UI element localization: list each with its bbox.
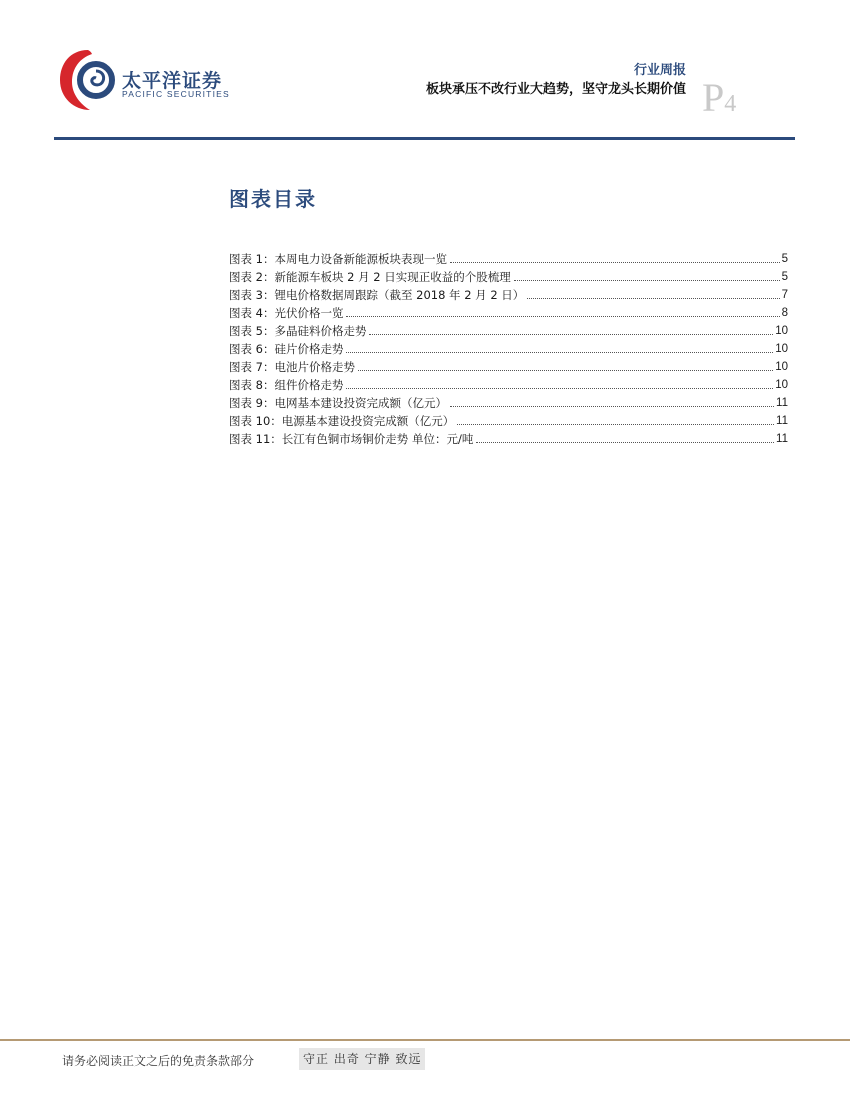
footer-motto: 守正 出奇 宁静 致远 xyxy=(299,1048,425,1070)
toc-leader-dots xyxy=(450,262,780,263)
toc-leader-dots xyxy=(346,388,773,389)
toc-item-label: 图表 11：长江有色铜市场铜价走势 单位：元/吨 xyxy=(229,432,474,446)
logo-english-name: PACIFIC SECURITIES xyxy=(122,89,230,99)
toc-item-page: 11 xyxy=(776,415,788,427)
toc-item[interactable] xyxy=(229,358,788,376)
toc-leader-dots xyxy=(457,424,774,425)
page-number-value: 4 xyxy=(724,91,737,117)
toc-leader-dots xyxy=(476,442,774,443)
toc-item[interactable] xyxy=(229,286,788,304)
toc-item-label: 图表 6：硅片价格走势 xyxy=(229,342,344,356)
toc-leader-dots xyxy=(514,280,780,281)
toc-item-label: 图表 8：组件价格走势 xyxy=(229,378,344,392)
toc-item-page: 5 xyxy=(781,271,788,283)
toc-item[interactable] xyxy=(229,430,788,448)
report-type: 行业周报 xyxy=(633,63,686,78)
toc-leader-dots xyxy=(358,370,773,371)
toc-item-page: 10 xyxy=(775,361,788,373)
toc-leader-dots xyxy=(527,298,779,299)
toc-item-label: 图表 5：多晶硅料价格走势 xyxy=(229,324,367,338)
toc-item-label: 图表 7：电池片价格走势 xyxy=(229,360,355,374)
company-logo xyxy=(58,44,228,114)
toc-item-page: 7 xyxy=(781,289,788,301)
toc-item-label: 图表 1：本周电力设备新能源板块表现一览 xyxy=(229,252,447,266)
figure-toc-list xyxy=(229,250,788,448)
toc-item[interactable] xyxy=(229,412,788,430)
toc-item-page: 10 xyxy=(775,343,788,355)
toc-item-page: 10 xyxy=(775,325,788,337)
toc-item[interactable] xyxy=(229,322,788,340)
toc-item-page: 10 xyxy=(775,379,788,391)
toc-item-page: 11 xyxy=(776,397,788,409)
toc-item-label: 图表 2：新能源车板块 2 月 2 日实现正收益的个股梳理 xyxy=(229,270,511,284)
page-number xyxy=(702,74,736,121)
footer-divider xyxy=(0,1039,850,1041)
toc-item[interactable] xyxy=(229,268,788,286)
toc-item[interactable] xyxy=(229,376,788,394)
toc-item[interactable] xyxy=(229,394,788,412)
toc-item[interactable] xyxy=(229,250,788,268)
pacific-securities-logo-icon xyxy=(58,44,118,114)
toc-item-label: 图表 10：电源基本建设投资完成额（亿元） xyxy=(229,414,455,428)
toc-item-label: 图表 9：电网基本建设投资完成额（亿元） xyxy=(229,396,447,410)
toc-heading: 图表目录 xyxy=(229,187,317,211)
toc-leader-dots xyxy=(346,352,773,353)
toc-leader-dots xyxy=(369,334,773,335)
toc-leader-dots xyxy=(346,316,779,317)
toc-leader-dots xyxy=(450,406,774,407)
toc-item-page: 5 xyxy=(781,253,788,265)
toc-item[interactable] xyxy=(229,304,788,322)
page-prefix: P xyxy=(702,75,725,120)
toc-item[interactable] xyxy=(229,340,788,358)
report-title: 板块承压不改行业大趋势，坚守龙头长期价值 xyxy=(425,82,686,97)
toc-item-page: 11 xyxy=(776,433,788,445)
header-divider xyxy=(54,137,795,140)
toc-item-page: 8 xyxy=(781,307,788,319)
logo-chinese-name: 太平洋证券 xyxy=(122,70,223,92)
toc-item-label: 图表 4：光伏价格一览 xyxy=(229,306,344,320)
footer-disclaimer: 请务必阅读正文之后的免责条款部分 xyxy=(62,1054,255,1068)
toc-item-label: 图表 3：锂电价格数据周跟踪（截至 2018 年 2 月 2 日） xyxy=(229,288,525,302)
